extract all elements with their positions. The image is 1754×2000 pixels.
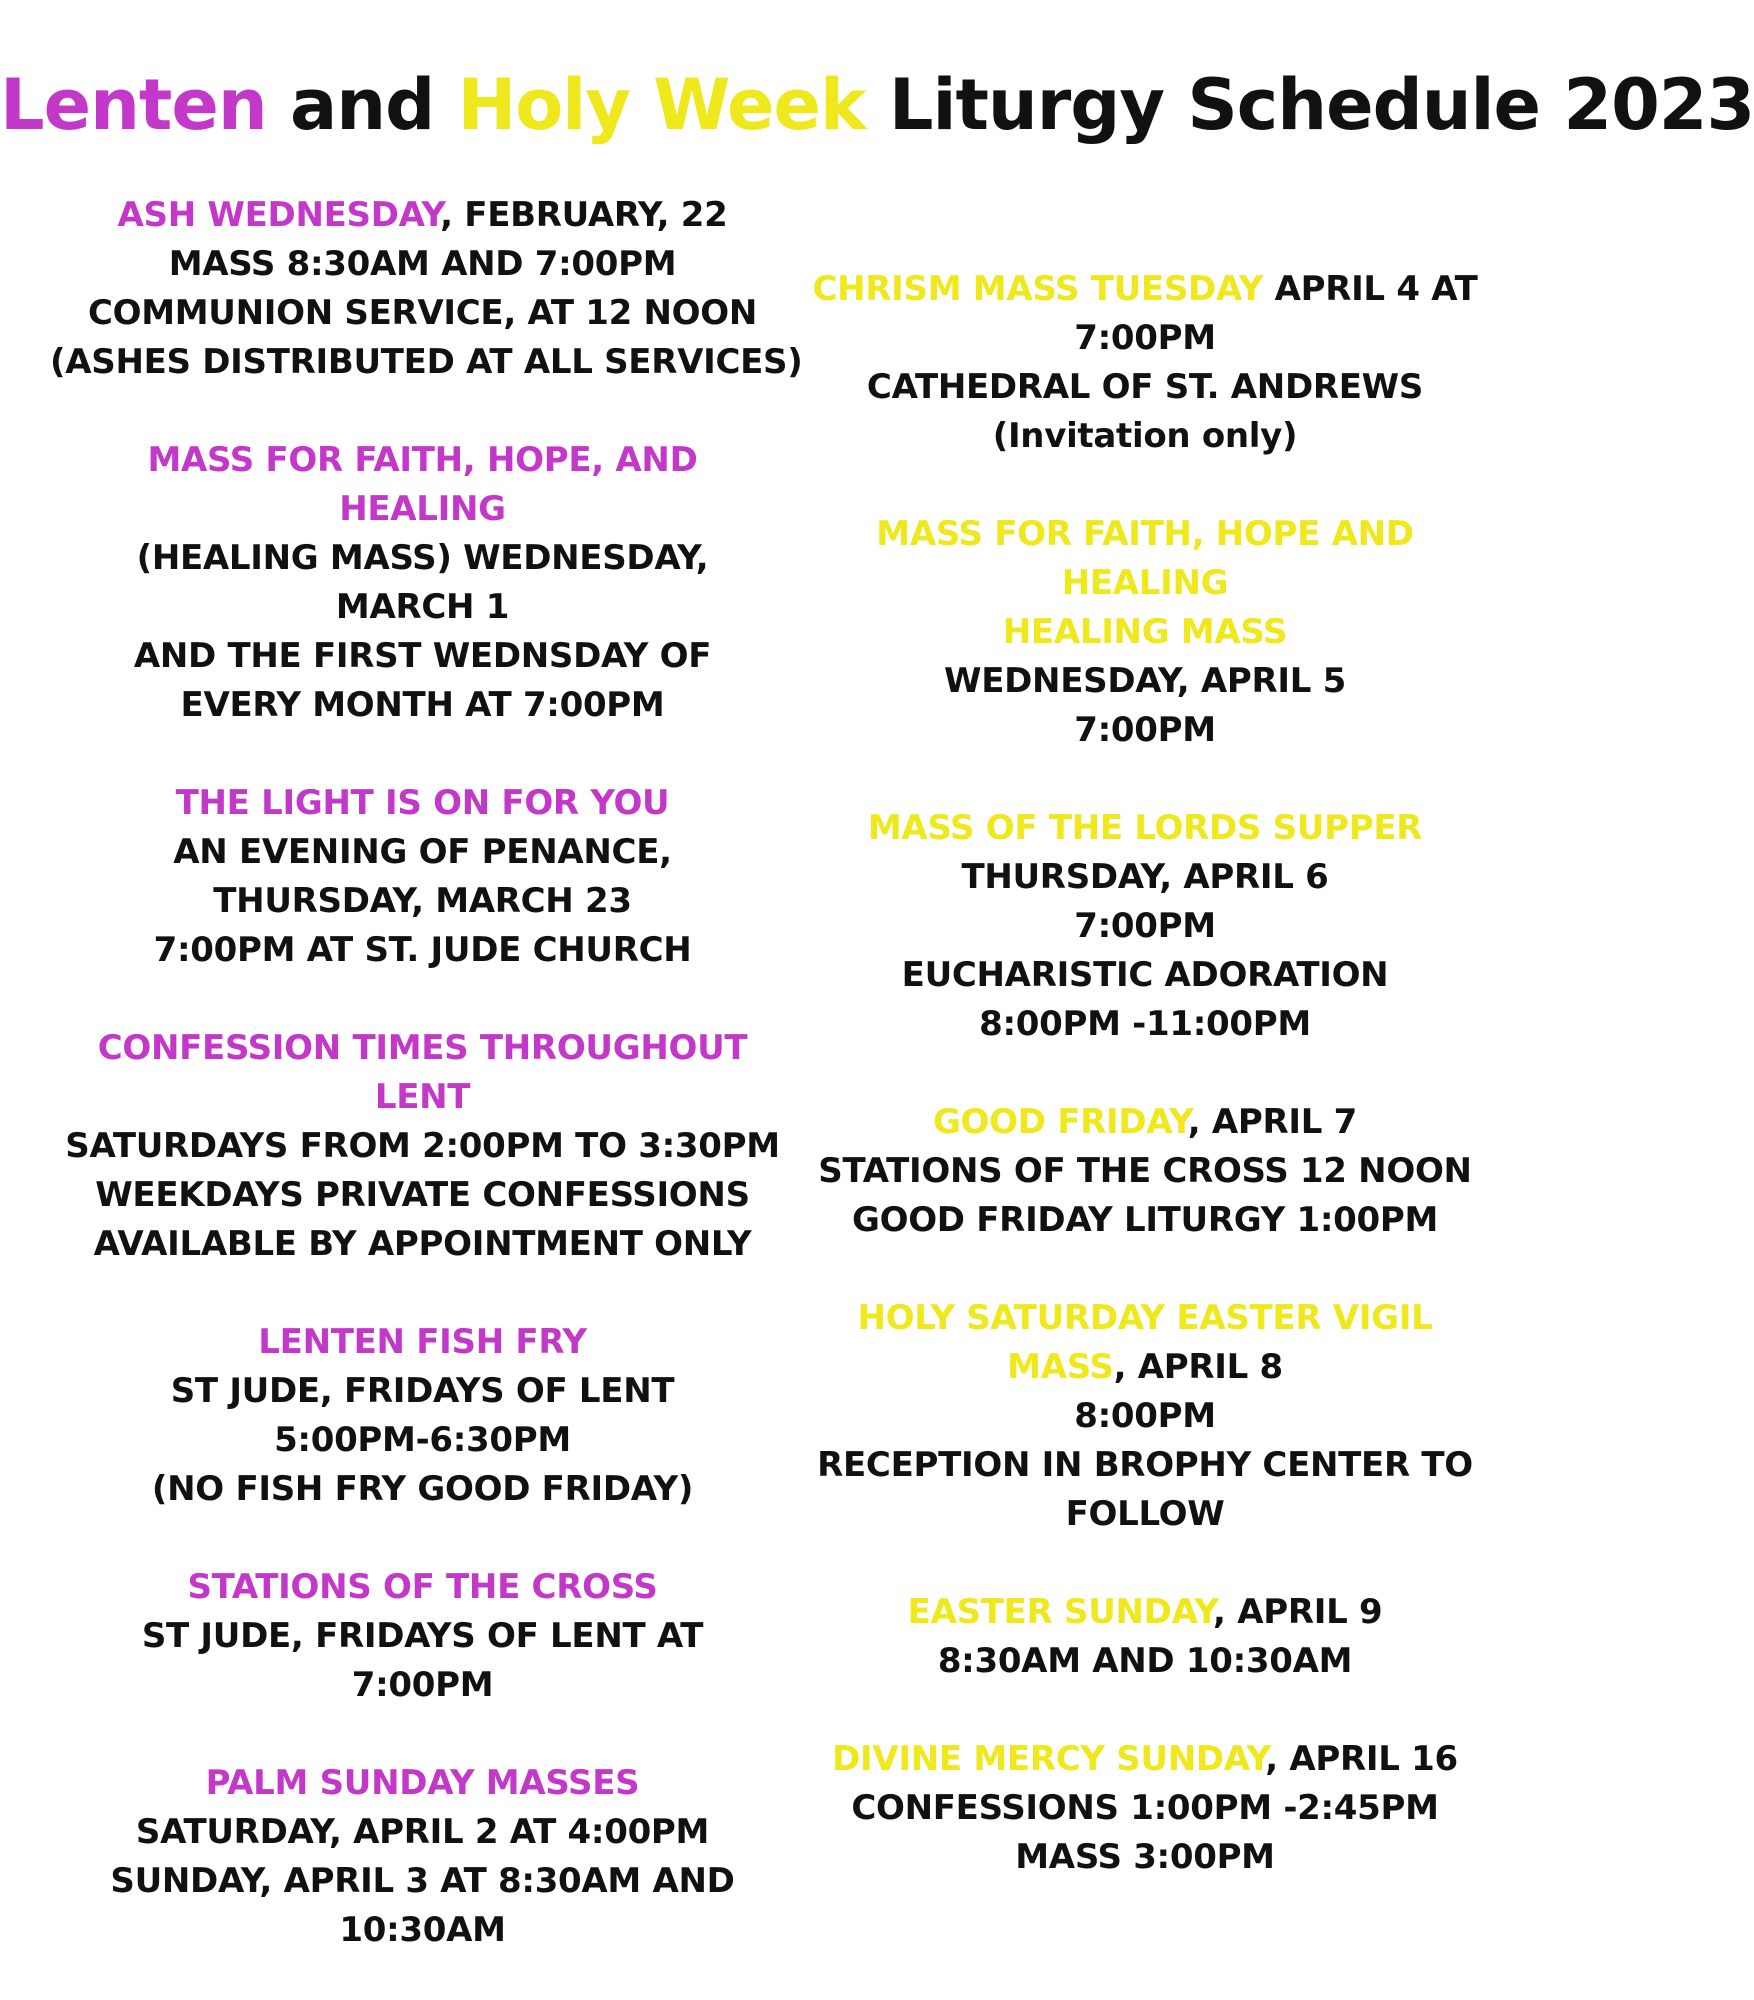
heading-suffix: , APRIL 7 [1187, 1102, 1358, 1142]
section-heading: STATIONS OF THE CROSS [187, 1567, 658, 1607]
title-holy-week: Holy Week [457, 64, 866, 146]
detail-line: ST JUDE, FRIDAYS OF LENT [170, 1371, 675, 1411]
detail-line: GOOD FRIDAY LITURGY 1:00PM [851, 1200, 1438, 1240]
section-healing-mass-april [800, 510, 1490, 755]
detail-line: STATIONS OF THE CROSS 12 NOON [818, 1151, 1472, 1191]
page-title [0, 60, 1754, 150]
detail-line: 7:00PM AT ST. JUDE CHURCH [153, 930, 692, 970]
section-heading: HEALING [339, 489, 506, 529]
detail-line: 8:30AM AND 10:30AM [937, 1641, 1353, 1681]
detail-line: ST JUDE, FRIDAYS OF LENT AT [141, 1616, 704, 1656]
left-column [50, 191, 803, 1955]
detail-line: 10:30AM [339, 1910, 506, 1950]
detail-line: RECEPTION IN BROPHY CENTER TO [817, 1445, 1473, 1485]
detail-line: MARCH 1 [335, 587, 510, 627]
detail-line: FOLLOW [1065, 1494, 1225, 1534]
detail-line: WEEKDAYS PRIVATE CONFESSIONS [95, 1175, 750, 1215]
title-rest: Liturgy Schedule 2023 [865, 64, 1754, 146]
detail-line: (ASHES DISTRIBUTED AT ALL SERVICES) [50, 342, 803, 382]
section-fish-fry [50, 1318, 795, 1514]
heading-suffix: , APRIL 9 [1213, 1592, 1383, 1632]
section-divine-mercy [800, 1735, 1490, 1882]
detail-line: MASS 8:30AM AND 7:00PM [168, 244, 677, 284]
heading-suffix: APRIL 4 AT [1263, 269, 1478, 309]
section-heading [50, 191, 795, 240]
detail-line: CATHEDRAL OF ST. ANDREWS [866, 367, 1424, 407]
detail-line: MASS 3:00PM [1015, 1837, 1275, 1877]
section-palm-sunday [50, 1759, 795, 1955]
section-heading: MASS FOR FAITH, HOPE AND [876, 514, 1414, 554]
section-light-is-on [50, 779, 795, 975]
detail-line: 7:00PM [1074, 710, 1216, 750]
heading-suffix: , FEBRUARY, 22 [440, 195, 728, 235]
detail-line: SUNDAY, APRIL 3 AT 8:30AM AND [110, 1861, 735, 1901]
detail-line: 8:00PM [1074, 1396, 1216, 1436]
section-lords-supper [800, 804, 1490, 1049]
section-heading: CONFESSION TIMES THROUGHOUT [97, 1028, 748, 1068]
detail-line: 8:00PM -11:00PM [979, 1004, 1311, 1044]
section-heading: MASS OF THE LORDS SUPPER [867, 808, 1423, 848]
heading-text: GOOD FRIDAY [932, 1102, 1188, 1142]
section-easter-vigil [800, 1294, 1490, 1539]
detail-line: AND THE FIRST WEDNSDAY OF [133, 636, 712, 676]
detail-line: CONFESSIONS 1:00PM -2:45PM [851, 1788, 1439, 1828]
section-healing-mass-march [50, 436, 795, 730]
detail-line: EVERY MONTH AT 7:00PM [180, 685, 665, 725]
detail-line: (HEALING MASS) WEDNESDAY, [136, 538, 709, 578]
heading-text: MASS [1007, 1347, 1114, 1387]
detail-line: 7:00PM [1074, 906, 1216, 946]
heading-suffix: , APRIL 16 [1265, 1739, 1458, 1779]
section-confession [50, 1024, 795, 1269]
section-chrism-mass [800, 265, 1490, 461]
detail-line: WEDNESDAY, APRIL 5 [944, 661, 1346, 701]
detail-line: THURSDAY, MARCH 23 [213, 881, 632, 921]
section-heading: HEALING [1061, 563, 1229, 603]
detail-line: AN EVENING OF PENANCE, [173, 832, 672, 872]
section-heading: MASS FOR FAITH, HOPE, AND [147, 440, 698, 480]
section-heading: HEALING MASS [1002, 612, 1288, 652]
title-and: and [266, 64, 458, 146]
section-heading [800, 1098, 1490, 1147]
heading-text: EASTER SUNDAY [907, 1592, 1214, 1632]
detail-line: (Invitation only) [992, 416, 1298, 456]
title-lenten: Lenten [0, 64, 267, 146]
heading-text: CHRISM MASS TUESDAY [812, 269, 1264, 309]
detail-line: COMMUNION SERVICE, AT 12 NOON [87, 293, 758, 333]
section-heading: LENT [374, 1077, 471, 1117]
section-good-friday [800, 1098, 1490, 1245]
section-easter-sunday [800, 1588, 1490, 1686]
section-ash-wednesday [50, 191, 803, 387]
section-heading [800, 265, 1490, 314]
detail-line: 7:00PM [1074, 318, 1216, 358]
section-heading: THE LIGHT IS ON FOR YOU [175, 783, 670, 823]
detail-line: 7:00PM [351, 1665, 494, 1705]
section-heading [800, 1735, 1490, 1784]
detail-line: EUCHARISTIC ADORATION [901, 955, 1389, 995]
section-stations-of-the-cross [50, 1563, 795, 1710]
detail-line: THURSDAY, APRIL 6 [961, 857, 1329, 897]
section-heading [800, 1343, 1490, 1392]
heading-text: ASH WEDNESDAY [117, 195, 441, 235]
section-heading [800, 1588, 1490, 1637]
section-heading: LENTEN FISH FRY [258, 1322, 587, 1362]
detail-line: AVAILABLE BY APPOINTMENT ONLY [93, 1224, 752, 1264]
right-column [800, 265, 1490, 1882]
detail-line: 5:00PM-6:30PM [274, 1420, 571, 1460]
heading-text: DIVINE MERCY SUNDAY [832, 1739, 1266, 1779]
detail-line: (NO FISH FRY GOOD FRIDAY) [151, 1469, 694, 1509]
section-heading: PALM SUNDAY MASSES [205, 1763, 640, 1803]
detail-line: SATURDAY, APRIL 2 AT 4:00PM [135, 1812, 710, 1852]
heading-suffix: , APRIL 8 [1113, 1347, 1283, 1387]
section-heading: HOLY SATURDAY EASTER VIGIL [857, 1298, 1433, 1338]
detail-line: SATURDAYS FROM 2:00PM TO 3:30PM [65, 1126, 780, 1166]
